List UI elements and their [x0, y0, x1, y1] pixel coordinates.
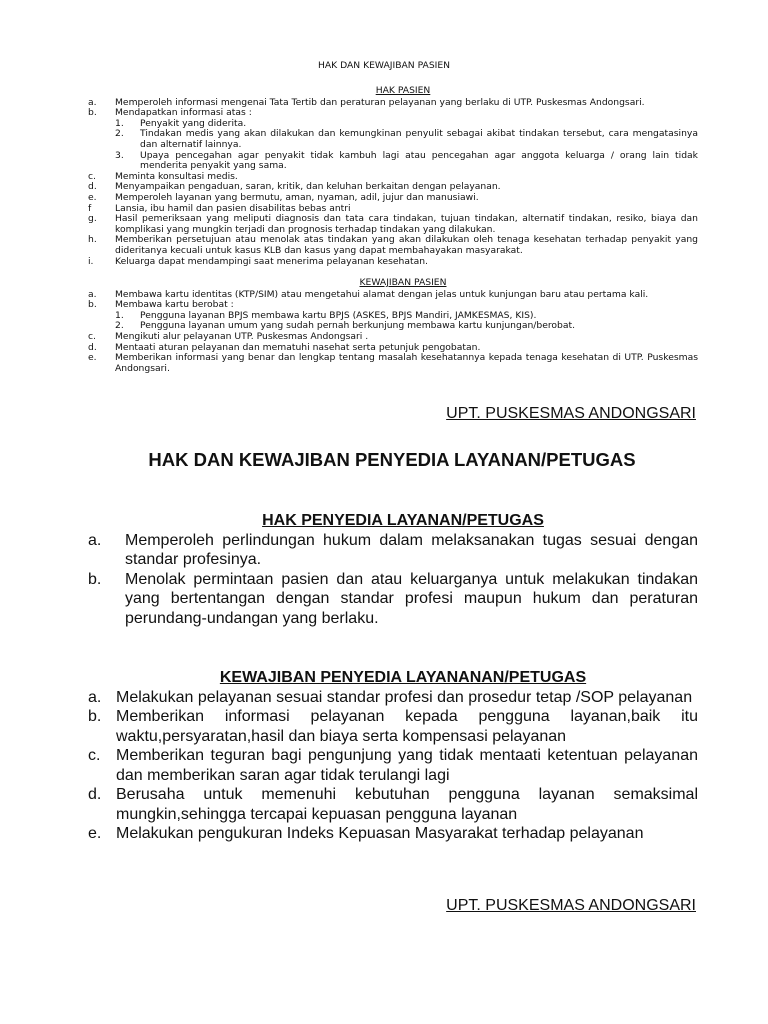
list-marker: a.	[88, 531, 102, 549]
list-item	[88, 570, 698, 629]
sub-list-text: Tindakan medis yang akan dilakukan dan kemungkinan penyulit sebagai akibat tindakan tersebut, cara mengatasinya dan alternatif lainnya.	[140, 128, 698, 150]
sub-list-marker: 3.	[115, 149, 124, 161]
list-item	[88, 688, 698, 708]
list-item	[88, 746, 698, 785]
list-text: Berusaha untuk memenuhi kebutuhan pengguna layanan semaksimal mungkin,sehingga tercapai kepuasan pengguna layanan	[116, 786, 698, 823]
signature-upt: UPT. PUSKESMAS ANDONGSARI	[446, 405, 696, 422]
list-marker: e.	[88, 352, 97, 364]
sub-list-text: Pengguna layanan umum yang sudah pernah berkunjung membawa kartu kunjungan/berobat.	[140, 320, 576, 332]
list-marker: d.	[88, 341, 97, 353]
signature-upt: UPT. PUSKESMAS ANDONGSARI	[446, 897, 696, 914]
list-marker: a.	[88, 688, 102, 706]
list-text: Lansia, ibu hamil dan pasien disabilitas bebas antri	[115, 202, 351, 214]
list-item	[88, 824, 698, 844]
list-marker: b.	[88, 708, 102, 725]
list-item	[88, 707, 698, 746]
sub-list-marker: 2.	[115, 128, 124, 140]
list-marker: a.	[88, 288, 97, 300]
list-text: Mendapatkan informasi atas :	[115, 107, 252, 119]
list-marker: h.	[88, 234, 97, 246]
list-marker: c.	[88, 330, 96, 342]
list-item	[88, 257, 698, 268]
list-marker: c.	[88, 747, 101, 764]
list-marker: c.	[88, 170, 96, 182]
sub-list-item	[115, 129, 698, 150]
doc-title: HAK DAN KEWAJIBAN PASIEN	[317, 60, 451, 71]
list-marker: e.	[88, 191, 97, 203]
list-text: Membawa kartu identitas (KTP/SIM) atau mengetahui alamat dengan jelas untuk kunjungan baru atau pertama kali.	[115, 288, 649, 300]
list-item	[88, 785, 698, 824]
list-text: Memberikan persetujuan atau menolak atas tindakan yang akan dilakukan oleh tenaga kesehatan terhadap penyakit yang dideritanya kecuali untuk kasus KLB dan kasus yang dapat membahayakan masyarakat.	[115, 234, 698, 256]
kewajiban-petugas-section	[88, 668, 698, 844]
hak-pasien-heading: HAK PASIEN	[375, 85, 431, 96]
list-text: Memperoleh layanan yang bermutu, aman, nyaman, adil, jujur dan manusiawi.	[115, 191, 479, 203]
list-marker: a.	[88, 96, 97, 108]
list-text: Memberikan informasi pelayanan kepada pengguna layanan,baik itu waktu,persyaratan,hasil dan biaya serta kompensasi pelayanan	[116, 708, 698, 745]
list-text: Menolak permintaan pasien dan atau keluarganya untuk melakukan tindakan yang bertentangan dengan standar profesi maupun hukum dan peraturan perundang-undangan yang berlaku.	[125, 570, 698, 627]
list-item	[88, 193, 698, 204]
list-marker: b.	[88, 570, 102, 588]
list-item	[88, 214, 698, 235]
list-text: Membawa kartu berobat :	[115, 299, 234, 311]
kewajiban-pasien-section	[88, 278, 698, 374]
sub-list-text: Upaya pencegahan agar penyakit tidak kambuh lagi atau pencegahan agar anggota keluarga / orang lain tidak menderita penyakit yang sama.	[140, 149, 698, 172]
list-text: Mengikuti alur pelayanan UTP. Puskesmas Andongsari .	[115, 330, 369, 342]
main-title: HAK DAN KEWAJIBAN PENYEDIA LAYANAN/PETUGAS	[148, 449, 636, 470]
list-text: Memperoleh informasi mengenai Tata Tertib dan peraturan pelayanan yang berlaku di UTP. Puskesmas Andongsari.	[115, 96, 645, 108]
list-text: Menyampaikan pengaduan, saran, kritik, dan keluhan berkaitan dengan pelayanan.	[115, 181, 501, 193]
list-marker: b.	[88, 299, 97, 311]
list-text: Memberikan teguran bagi pengunjung yang tidak mentaati ketentuan pelayanan dan memberikan saran agar tidak terulangi lagi	[116, 747, 698, 784]
list-text: Mentaati aturan pelayanan dan mematuhi nasehat serta petunjuk pengobatan.	[115, 341, 481, 353]
list-marker: b.	[88, 107, 97, 119]
kewajiban-petugas-heading: KEWAJIBAN PENYEDIA LAYANANAN/PETUGAS	[219, 669, 587, 686]
hak-petugas-section	[88, 511, 698, 628]
list-marker: d.	[88, 786, 102, 803]
hak-pasien-section	[88, 86, 698, 267]
list-marker: f	[88, 202, 92, 214]
list-item	[88, 332, 698, 343]
sub-list-marker: 2.	[115, 320, 124, 332]
list-text: Memberikan informasi yang benar dan lengkap tentang masalah kesehatannya kepada tenaga kesehatan di UTP. Puskesmas Andongsari.	[115, 352, 698, 374]
sub-list-marker: 1.	[115, 309, 124, 321]
list-item	[88, 353, 698, 374]
list-text: Hasil pemeriksaan yang meliputi diagnosis dan tata cara tindakan, tujuan tindakan, alternatif tindakan, resiko, biaya dan komplikasi yang mungkin terjadi dan prognosis terhadap tindakan yang dilakukan.	[115, 213, 698, 235]
list-text: Melakukan pelayanan sesuai standar profesi dan prosedur tetap /SOP pelayanan	[116, 688, 693, 706]
hak-petugas-heading: HAK PENYEDIA LAYANAN/PETUGAS	[262, 512, 544, 529]
list-text: Keluarga dapat mendampingi saat menerima pelayanan kesehatan.	[115, 255, 428, 267]
kewajiban-pasien-heading: KEWAJIBAN PASIEN	[359, 277, 447, 288]
sub-list-item	[115, 151, 698, 172]
sub-list-marker: 1.	[115, 117, 124, 129]
list-text: Memperoleh perlindungan hukum dalam melaksanakan tugas sesuai dengan standar profesinya.	[125, 531, 698, 568]
list-marker: e.	[88, 825, 102, 842]
list-marker: i.	[88, 255, 94, 267]
list-text: Meminta konsultasi medis.	[115, 170, 238, 182]
list-item	[88, 235, 698, 256]
list-item	[88, 531, 698, 570]
list-text: Melakukan pengukuran Indeks Kepuasan Masyarakat terhadap pelayanan	[116, 825, 644, 842]
list-marker: g.	[88, 213, 97, 225]
list-marker: d.	[88, 181, 97, 193]
sub-list-text: Pengguna layanan BPJS membawa kartu BPJS (ASKES, BPJS Mandiri, JAMKESMAS, KIS).	[140, 309, 537, 321]
sub-list-text: Penyakit yang diderita.	[140, 117, 247, 129]
